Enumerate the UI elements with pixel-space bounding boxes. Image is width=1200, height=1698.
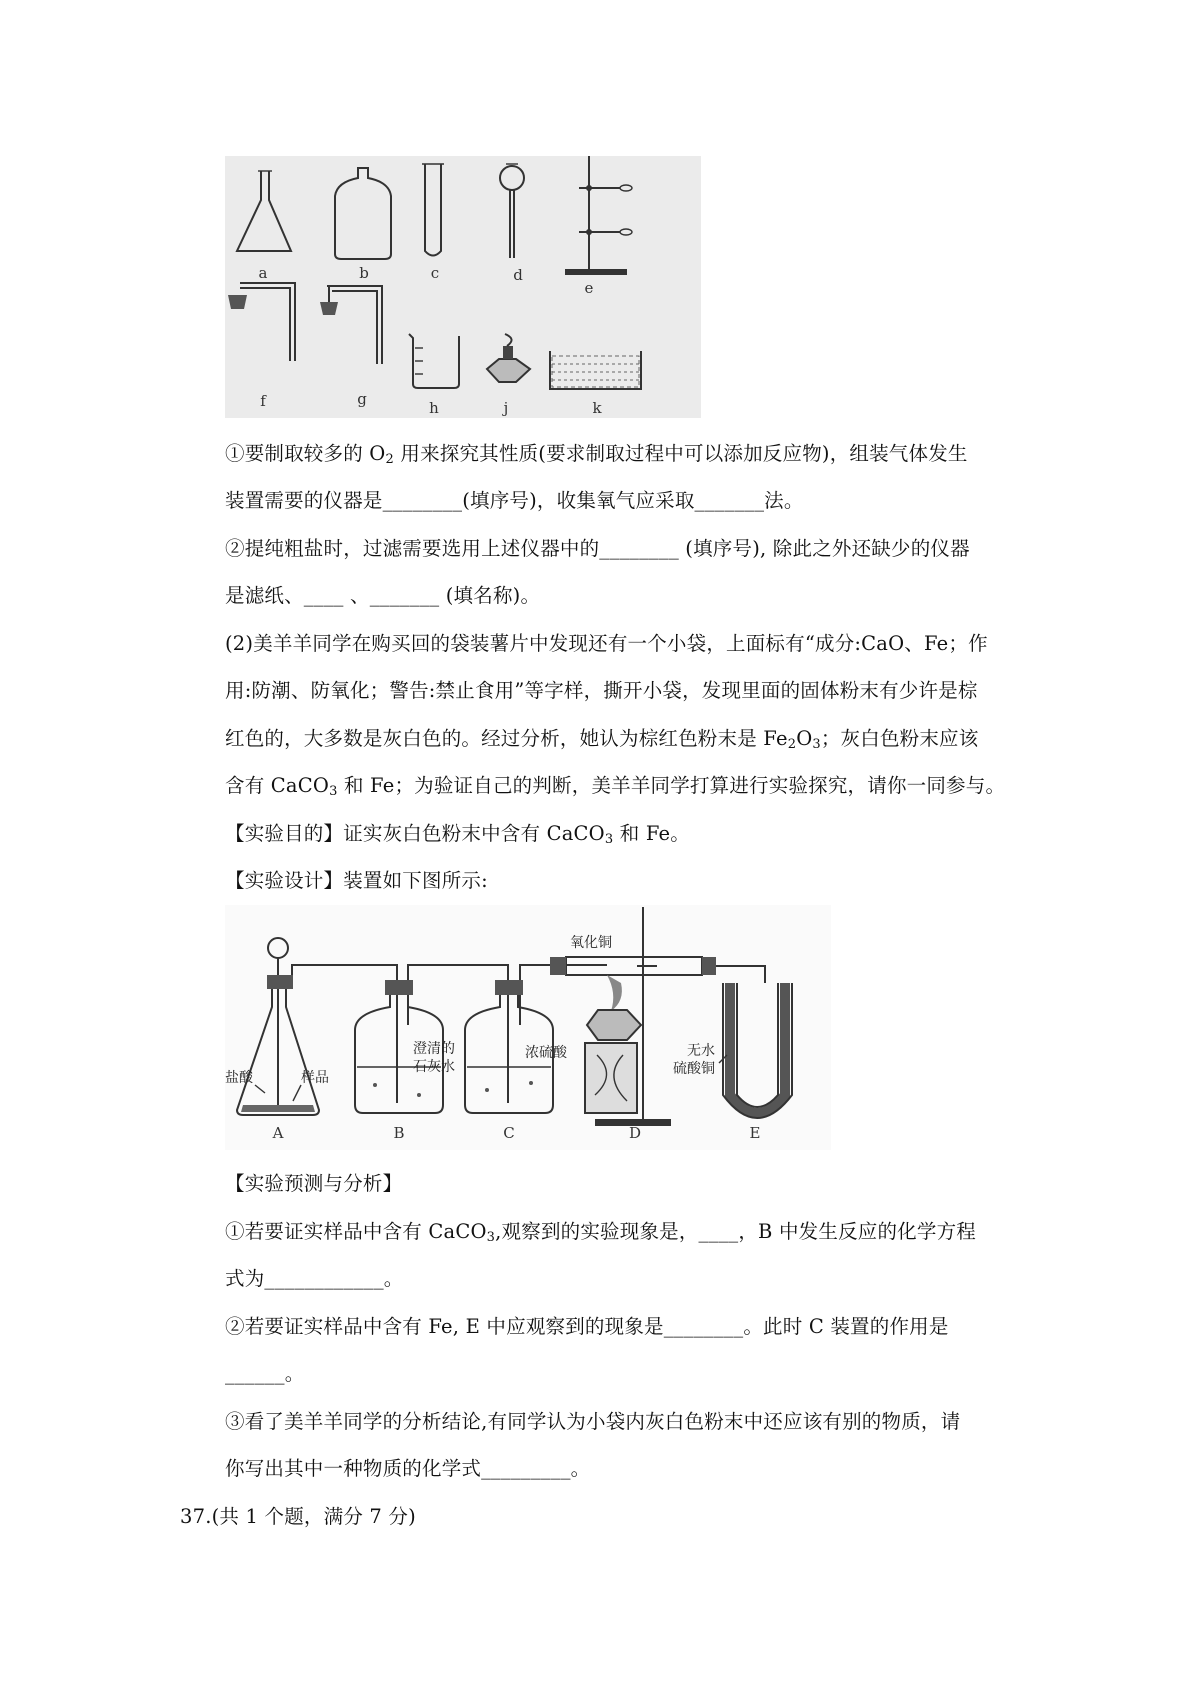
- label-k: k: [592, 399, 602, 417]
- alcohol-lamp: [487, 334, 530, 382]
- question-37-heading: 37.(共 1 个题，满分 7 分): [180, 1505, 416, 1528]
- tube-a-b: [292, 965, 397, 980]
- paragraph-line-1: (2)美羊羊同学在购买回的袋装薯片中发现还有一个小袋，上面标有“成分:CaO、Fe；作: [225, 632, 988, 655]
- pointer-hcl: [255, 1085, 265, 1093]
- stage-label-c: C: [503, 1124, 515, 1142]
- question-2-line-2: 是滤纸、____ 、_______ (填名称)。: [225, 584, 541, 607]
- analysis-q1-line-2: 式为____________。: [225, 1267, 404, 1290]
- beaker: [409, 334, 459, 388]
- analysis-q3-line-1: ③看了美羊羊同学的分析结论,有同学认为小袋内灰白色粉末中还应该有别的物质，请: [225, 1410, 961, 1433]
- delivery-tube-long: [228, 283, 295, 361]
- label-e: e: [584, 279, 594, 297]
- delivery-tube-short: [320, 286, 382, 364]
- paragraph-line-4: 含有 CaCO$_3$ 和 Fe；为验证自己的判断，美羊羊同学打算进行实验探究，请你一同参与。: [225, 774, 1006, 799]
- experiment-purpose: 【实验目的】证实灰白色粉末中含有 CaCO$_3$ 和 Fe。: [225, 822, 690, 847]
- wide-mouth-bottle: [335, 168, 391, 259]
- u-tube-e: [723, 983, 792, 1118]
- pointer-sample: [293, 1085, 301, 1101]
- iron-stand: [565, 156, 632, 275]
- label-limewater-1: 澄清的: [413, 1041, 455, 1057]
- setup-figure: [225, 905, 831, 1150]
- question-1-line: ①要制取较多的 $O_2$ 用来探究其性质(要求制取过程中可以添加反应物)，组装气体发生: [225, 442, 968, 467]
- stage-label-d: D: [628, 1124, 642, 1142]
- apparatus-drawing: [225, 156, 701, 418]
- label-h: h: [429, 399, 439, 417]
- label-cuso4-2: 硫酸铜: [673, 1061, 715, 1077]
- analysis-heading: 【实验预测与分析】: [225, 1172, 403, 1195]
- label-c: c: [430, 264, 440, 282]
- water-trough: [550, 351, 641, 389]
- setup-drawing: [225, 905, 831, 1150]
- stage-label-b: B: [393, 1124, 405, 1142]
- label-f: f: [260, 392, 266, 410]
- label-cuso4-1: 无水: [687, 1043, 715, 1059]
- paragraph-line-3: 红色的，大多数是灰白色的。经过分析，她认为棕红色粉末是 $Fe_2O_3$；灰白色粉末应该: [225, 727, 979, 752]
- label-h2so4: 浓硫酸: [525, 1045, 567, 1061]
- label-sample: 样品: [301, 1070, 329, 1086]
- experiment-design: 【实验设计】装置如下图所示:: [225, 869, 488, 892]
- analysis-q1-line-1: ①若要证实样品中含有 CaCO$_3$,观察到的实验现象是，____，B 中发生反应的化学方程: [225, 1220, 976, 1245]
- label-hcl: 盐酸: [225, 1070, 253, 1086]
- question-2-line: ②提纯粗盐时，过滤需要选用上述仪器中的________ (填序号), 除此之外还缺少的仪器: [225, 537, 970, 560]
- label-limewater-2: 石灰水: [413, 1059, 455, 1075]
- test-tube: [422, 164, 444, 256]
- paragraph-line-2: 用:防潮、防氧化；警告:禁止食用”等字样，撕开小袋，发现里面的固体粉末有少许是棕: [225, 679, 978, 702]
- stage-label-e: E: [749, 1124, 761, 1142]
- apparatus-figure: [225, 156, 701, 418]
- label-a: a: [258, 264, 268, 282]
- analysis-q2-line-2: ______。: [225, 1362, 305, 1385]
- label-g: g: [357, 390, 367, 408]
- question-1-line-2: 装置需要的仪器是________(填序号)，收集氧气应采取_______法。: [225, 489, 804, 512]
- stage-label-a: A: [272, 1124, 284, 1142]
- separatory-funnel: [500, 164, 524, 258]
- label-d: d: [513, 266, 523, 284]
- tube-b-c: [408, 965, 508, 980]
- analysis-q3-line-2: 你写出其中一种物质的化学式_________。: [225, 1457, 591, 1480]
- analysis-q2-line-1: ②若要证实样品中含有 Fe, E 中应观察到的现象是________。此时 C 装置的作用是: [225, 1315, 949, 1338]
- label-b: b: [359, 264, 369, 282]
- label-cuo: 氧化铜: [570, 935, 612, 951]
- conical-flask: [237, 171, 291, 251]
- label-j: j: [503, 399, 509, 417]
